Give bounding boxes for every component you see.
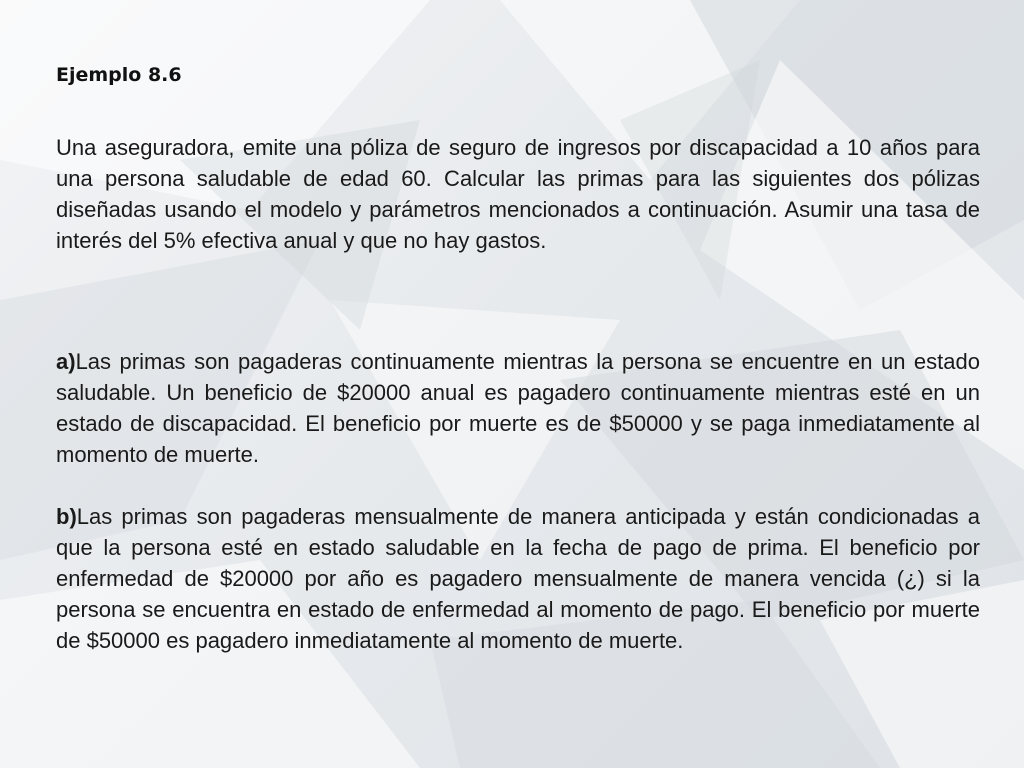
slide-title: Ejemplo 8.6 <box>56 64 182 86</box>
part-b-paragraph <box>56 501 980 656</box>
part-b-text: Las primas son pagaderas mensualmente de manera anticipada y están condicionadas a que la persona esté en estado saludable en la fecha de pago de prima. El beneficio por enfermedad de $20000 por año es pagadero mensualmente de manera vencida (¿) si la persona se encuentra en estado de enfermedad al momento de pago. El beneficio por muerte de $50000 es pagadero inmediatamente al momento de muerte. <box>56 504 980 653</box>
part-b-label: b) <box>56 504 77 529</box>
part-a-paragraph <box>56 346 980 470</box>
part-a-label: a) <box>56 349 76 374</box>
part-a-text: Las primas son pagaderas continuamente mientras la persona se encuentre en un estado saludable. Un beneficio de $20000 anual es pagadero continuamente mientras esté en un estado de discapacidad. El beneficio por muerte es de $50000 y se paga inmediatamente al momento de muerte. <box>56 349 980 467</box>
slide-content <box>56 0 980 768</box>
intro-paragraph: Una aseguradora, emite una póliza de seguro de ingresos por discapacidad a 10 años para una persona saludable de edad 60. Calcular las primas para las siguientes dos pólizas diseñadas usando el modelo y parámetros mencionados a continuación. Asumir una tasa de interés del 5% efectiva anual y que no hay gastos. <box>56 135 980 253</box>
